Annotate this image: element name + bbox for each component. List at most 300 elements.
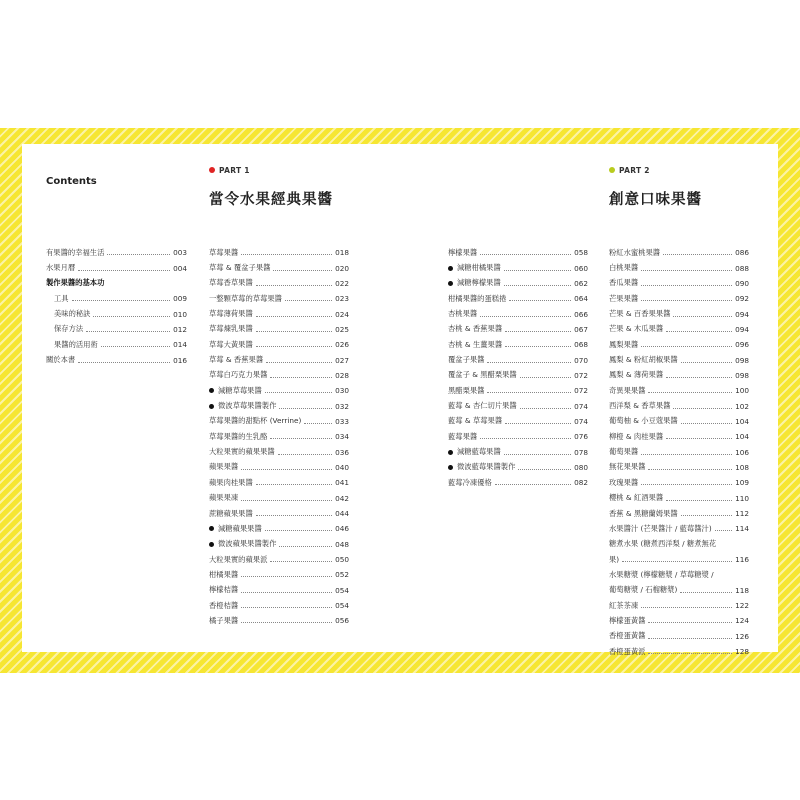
part2-green-dot-icon [609,167,615,173]
toc-entry [209,398,349,413]
toc-entry-title: 芒果 & 百香果果醬 [609,309,671,319]
toc-entry [448,398,588,413]
dot-leader [622,561,732,562]
toc-entry-title: 美味的秘訣 [54,309,91,319]
toc-entry-title: 紅茶茶凍 [609,600,639,610]
toc-entry-page: 034 [335,432,349,442]
dot-leader [505,423,571,424]
toc-entry-page: 094 [735,324,749,334]
toc-entry-title: 草莓薄荷果醬 [209,309,253,319]
dot-leader [504,270,571,271]
toc-entry-page: 009 [173,294,187,304]
toc-entry [609,368,749,383]
dot-leader [270,377,332,378]
toc-entry [609,491,749,506]
toc-entry [448,245,588,260]
dot-leader [241,576,332,577]
toc-entry-page: 098 [735,370,749,380]
toc-entry [209,567,349,582]
dot-leader [673,408,732,409]
toc-entry-page: 078 [574,447,588,457]
toc-entry-title: 鳳梨 & 薄荷果醬 [609,370,664,380]
toc-entry-page: 072 [574,386,588,396]
toc-entry-title: 微波草莓果醬製作 [218,401,277,411]
toc-entry-title: 鳳梨 & 粉紅胡椒果醬 [609,355,678,365]
toc-entry-title: 草莓煉乳果醬 [209,324,253,334]
toc-entry-title: 無花果果醬 [609,462,646,472]
dot-leader [505,346,571,347]
dot-leader [641,454,732,455]
toc-entry-title: 減糖藍莓果醬 [457,447,501,457]
bullet-icon [209,388,214,393]
toc-entry [209,491,349,506]
dot-leader [666,377,732,378]
toc-entry-title: 草莓果醬的生乳酪 [209,431,268,441]
toc-entry [209,537,349,552]
toc-entry [209,368,349,383]
toc-entry-page: 024 [335,309,349,319]
dot-leader [520,408,571,409]
toc-entry [448,260,588,275]
toc-entry [46,337,187,352]
toc-entry-page: 040 [335,462,349,472]
toc-entry [448,276,588,291]
toc-entry-page: 054 [335,601,349,611]
toc-entry-title: 工具 [54,293,69,303]
toc-entry-title: 關於本書 [46,355,76,365]
toc-entry [209,552,349,567]
toc-column-part1-a [209,245,349,629]
dot-leader [285,300,332,301]
toc-entry-title: 蔗糖蘋果果醬 [209,508,253,518]
toc-entry-title: 減糖草莓果醬 [218,385,262,395]
toc-entry [609,444,749,459]
toc-entry-page: 018 [335,248,349,258]
toc-entry-page: 012 [173,324,187,334]
toc-entry-title: 微波蘋果果醬製作 [218,539,277,549]
dot-leader [495,484,571,485]
toc-entry [448,291,588,306]
toc-entry-page: 027 [335,355,349,365]
toc-entry [46,322,187,337]
dot-leader [241,622,332,623]
toc-entry-page: 023 [335,294,349,304]
toc-entry [209,322,349,337]
dot-leader [256,346,332,347]
dot-leader [279,546,332,547]
toc-entry [609,644,749,659]
toc-entry-title: 草莓果醬的甜點杯 (Verrine) [209,416,302,426]
bullet-icon [448,450,453,455]
toc-entry [209,383,349,398]
toc-entry-title: 減糖柑橘果醬 [457,263,501,273]
toc-entry-page: 124 [735,616,749,626]
toc-entry [609,506,749,521]
toc-entry [609,567,749,598]
toc-entry-title: 一整顆草莓的草莓果醬 [209,293,282,303]
toc-entry-page: 004 [173,263,187,273]
dot-leader [648,638,732,639]
toc-entry-page: 054 [335,585,349,595]
toc-entry [448,322,588,337]
toc-entry [448,475,588,490]
toc-entry [609,414,749,429]
dot-leader [663,254,732,255]
dot-leader [78,270,170,271]
bullet-icon [448,266,453,271]
toc-entry [448,383,588,398]
dot-leader [279,408,332,409]
part1-red-dot-icon [209,167,215,173]
dot-leader [278,454,332,455]
toc-entry-page: 128 [735,647,749,657]
dot-leader [78,362,170,363]
bullet-icon [448,465,453,470]
toc-entry-page: 052 [335,570,349,580]
dot-leader [273,270,332,271]
dot-leader [648,469,732,470]
dot-leader [666,331,732,332]
dot-leader [487,362,571,363]
toc-entry [448,306,588,321]
toc-entry-page: 010 [173,309,187,319]
toc-entry-page: 022 [335,278,349,288]
toc-entry-title: 草莓 & 香蕉果醬 [209,355,264,365]
dot-leader [509,300,571,301]
toc-entry-page: 116 [735,555,749,565]
toc-entry [448,444,588,459]
toc-entry-page: 108 [735,462,749,472]
toc-entry-page: 028 [335,370,349,380]
toc-entry-page: 016 [173,355,187,365]
toc-entry-page: 046 [335,524,349,534]
part1-title: 當令水果經典果醬 [209,192,333,208]
toc-entry-page: 014 [173,340,187,350]
toc-entry-title: 草莓果醬 [209,247,239,257]
toc-entry-title: 蘋果肉桂果醬 [209,477,253,487]
toc-entry-title: 草莓白巧克力果醬 [209,370,268,380]
dot-leader [666,500,732,501]
dot-leader [641,300,732,301]
toc-entry-page: 122 [735,601,749,611]
dot-leader [681,362,732,363]
toc-entry [209,276,349,291]
toc-entry-title: 柳橙 & 肉桂果醬 [609,431,664,441]
toc-entry-title: 檸檬蛋黃醬 [609,615,646,625]
toc-entry-page: 096 [735,340,749,350]
toc-entry [46,260,187,275]
toc-entry-title: 保存方法 [54,324,84,334]
toc-entry-title: 櫻桃 & 紅酒果醬 [609,493,664,503]
toc-entry-page: 067 [574,324,588,334]
dot-leader [265,530,332,531]
part1-tag [209,166,250,175]
bullet-icon [209,526,214,531]
toc-entry-page: 104 [735,416,749,426]
toc-entry-title: 香橙蛋黃派 [609,646,646,656]
toc-entry [609,398,749,413]
toc-entry-page: 048 [335,539,349,549]
dot-leader [681,515,732,516]
toc-entry-title: 草莓香草果醬 [209,278,253,288]
toc-entry-title: 葡萄果醬 [609,447,639,457]
toc-entry-page: 050 [335,555,349,565]
toc-entry [609,613,749,628]
toc-entry-page: 064 [574,294,588,304]
toc-entry-title-line: 水果糖漿 (檸檬糖漿 / 草莓糖漿 / [609,569,714,579]
toc-entry-page: 070 [574,355,588,365]
toc-entry-title: 芒果 & 木瓜果醬 [609,324,664,334]
toc-entry-page: 088 [735,263,749,273]
bullet-icon [209,404,214,409]
toc-entry [448,429,588,444]
dot-leader [504,454,571,455]
toc-entry-page: 110 [735,493,749,503]
toc-entry-title: 藍莓 & 杏仁切片果醬 [448,401,517,411]
dot-leader [504,285,571,286]
toc-entry [609,260,749,275]
toc-entry-title: 製作果醬的基本功 [46,278,105,288]
dot-leader [641,270,732,271]
toc-entry-page: 126 [735,631,749,641]
toc-entry-title: 蘋果果凍 [209,493,239,503]
toc-entry-title: 覆盆子 & 黑醋栗果醬 [448,370,517,380]
toc-entry [609,521,749,536]
toc-entry [609,460,749,475]
toc-entry-title: 鳳梨果醬 [609,339,639,349]
dot-leader [666,438,732,439]
dot-leader [505,331,571,332]
toc-entry-page: 066 [574,309,588,319]
toc-entry-title: 蘋果果醬 [209,462,239,472]
dot-leader [101,346,170,347]
toc-entry [609,291,749,306]
toc-entry-title: 藍莓果醬 [448,431,478,441]
dot-leader [641,607,732,608]
toc-entry-title: 香橙蛋黃醬 [609,631,646,641]
toc-entry-title: 香瓜果醬 [609,278,639,288]
toc-entry-title: 藍莓 & 草莓果醬 [448,416,503,426]
toc-entry-title-line: 果) [609,554,620,564]
toc-entry-title: 柑橘果醬的蛋糕捲 [448,293,507,303]
dot-leader [86,331,170,332]
toc-entry-title: 有果醬的幸福生活 [46,247,105,257]
toc-entry-page: 106 [735,447,749,457]
toc-entry-page: 109 [735,478,749,488]
toc-entry-page: 098 [735,355,749,365]
toc-entry-page: 092 [735,294,749,304]
toc-entry-page: 114 [735,524,749,534]
toc-entry-title: 草莓 & 覆盆子果醬 [209,263,271,273]
toc-entry [609,537,749,568]
toc-entry [46,276,187,291]
toc-entry [209,444,349,459]
toc-entry-title: 橘子果醬 [209,615,239,625]
dot-leader [480,254,571,255]
toc-entry-title: 藍莓冷凍優格 [448,477,492,487]
toc-entry [448,460,588,475]
toc-entry-title: 覆盆子果醬 [448,355,485,365]
toc-entry-page: 094 [735,309,749,319]
toc-entry-page: 072 [574,370,588,380]
toc-entry-page: 104 [735,432,749,442]
toc-entry-page: 074 [574,401,588,411]
toc-entry-page: 062 [574,278,588,288]
dot-leader [480,316,571,317]
toc-entry-page: 074 [574,416,588,426]
dot-leader [256,285,332,286]
toc-entry-title: 大粒果實的蘋果果醬 [209,447,275,457]
dot-leader [256,316,332,317]
toc-entry-title: 奇異果果醬 [609,385,646,395]
toc-entry [609,629,749,644]
toc-entry [609,306,749,321]
toc-entry-page: 041 [335,478,349,488]
dot-leader [256,515,332,516]
toc-entry-title: 杏桃 & 生薑果醬 [448,339,503,349]
dot-leader [107,254,170,255]
toc-entry-page: 086 [735,248,749,258]
toc-entry-title: 西洋梨 & 香草果醬 [609,401,671,411]
toc-entry-page: 076 [574,432,588,442]
dot-leader [480,438,571,439]
toc-column-intro [46,245,187,368]
dot-leader [241,500,332,501]
dot-leader [241,592,332,593]
dot-leader [648,622,732,623]
dot-leader [641,285,732,286]
toc-entry [609,352,749,367]
toc-column-part1-b [448,245,588,491]
dot-leader [518,469,571,470]
toc-entry [209,306,349,321]
toc-entry-page: 102 [735,401,749,411]
toc-entry-title: 香蕉 & 黑糖蘭姆果醬 [609,508,678,518]
dot-leader [256,331,332,332]
toc-entry [46,352,187,367]
toc-entry-page: 056 [335,616,349,626]
dot-leader [641,346,732,347]
toc-entry-page: 030 [335,386,349,396]
toc-entry-title-line: 糖煮水果 (糖煮西洋梨 / 糖煮無花 [609,539,717,549]
toc-entry-page: 033 [335,416,349,426]
toc-entry [46,245,187,260]
dot-leader [673,316,732,317]
toc-entry-page: 118 [735,585,749,595]
toc-entry [609,245,749,260]
toc-entry [609,337,749,352]
toc-entry-page: 082 [574,478,588,488]
dot-leader [241,254,332,255]
toc-entry [209,260,349,275]
toc-entry-page: 032 [335,401,349,411]
toc-entry-title: 白桃果醬 [609,263,639,273]
toc-entry [609,383,749,398]
toc-entry-page: 003 [173,248,187,258]
dot-leader [648,653,732,654]
part2-tag [609,166,650,175]
toc-entry-page: 044 [335,509,349,519]
toc-entry-page: 042 [335,493,349,503]
toc-entry [209,521,349,536]
dot-leader [681,423,732,424]
dot-leader [72,300,170,301]
toc-entry-title: 玫瑰果醬 [609,477,639,487]
bullet-icon [209,542,214,547]
toc-entry-title: 黑醋栗果醬 [448,385,485,395]
part1-tag-label: PART 1 [219,166,250,175]
toc-entry-page: 058 [574,248,588,258]
toc-entry [209,598,349,613]
toc-entry-title: 大粒果實的蘋果派 [209,554,268,564]
toc-entry-page: 080 [574,462,588,472]
toc-entry [209,414,349,429]
contents-heading: Contents [46,176,97,187]
toc-entry-title: 減糖檸檬果醬 [457,278,501,288]
toc-entry [209,506,349,521]
toc-entry-title: 果醬的活用術 [54,339,98,349]
toc-entry [209,245,349,260]
dot-leader [680,592,732,593]
dot-leader [648,392,732,393]
toc-entry-page: 060 [574,263,588,273]
dot-leader [241,469,332,470]
toc-entry [46,306,187,321]
toc-entry-title: 杏桃果醬 [448,309,478,319]
toc-entry-title: 水果醬汁 (芒果醬汁 / 藍莓醬汁) [609,523,712,533]
toc-entry-title: 減糖蘋果果醬 [218,523,262,533]
toc-entry-title: 微波藍莓果醬製作 [457,462,516,472]
toc-entry-title: 芒果果醬 [609,293,639,303]
toc-entry [209,475,349,490]
toc-entry-page: 026 [335,340,349,350]
toc-entry [209,583,349,598]
toc-entry-title: 香橙桔醬 [209,600,239,610]
dot-leader [715,530,732,531]
toc-entry [209,613,349,628]
toc-entry [209,291,349,306]
toc-entry-title: 葡萄柚 & 小豆蔻果醬 [609,416,678,426]
toc-entry-title: 粉紅水蜜桃果醬 [609,247,661,257]
toc-entry [209,429,349,444]
dot-leader [520,377,571,378]
bullet-icon [448,281,453,286]
toc-entry-page: 100 [735,386,749,396]
part2-tag-label: PART 2 [619,166,650,175]
dot-leader [270,438,332,439]
toc-entry-page: 112 [735,509,749,519]
toc-column-part2 [609,245,749,659]
dot-leader [241,607,332,608]
dot-leader [487,392,571,393]
toc-entry [209,460,349,475]
toc-entry-title: 草莓大黃果醬 [209,339,253,349]
dot-leader [93,316,170,317]
toc-entry-page: 020 [335,263,349,273]
dot-leader [265,392,332,393]
toc-entry-title-line: 葡萄糖漿 / 石榴糖漿) [609,585,678,595]
toc-entry [448,337,588,352]
dot-leader [266,362,332,363]
toc-entry-title: 檸檬果醬 [448,247,478,257]
part2-title: 創意口味果醬 [609,192,702,208]
toc-entry-page: 090 [735,278,749,288]
toc-entry [609,598,749,613]
toc-entry [448,368,588,383]
dot-leader [641,484,732,485]
toc-entry-title: 杏桃 & 香蕉果醬 [448,324,503,334]
toc-entry-title: 檸檬桔醬 [209,585,239,595]
